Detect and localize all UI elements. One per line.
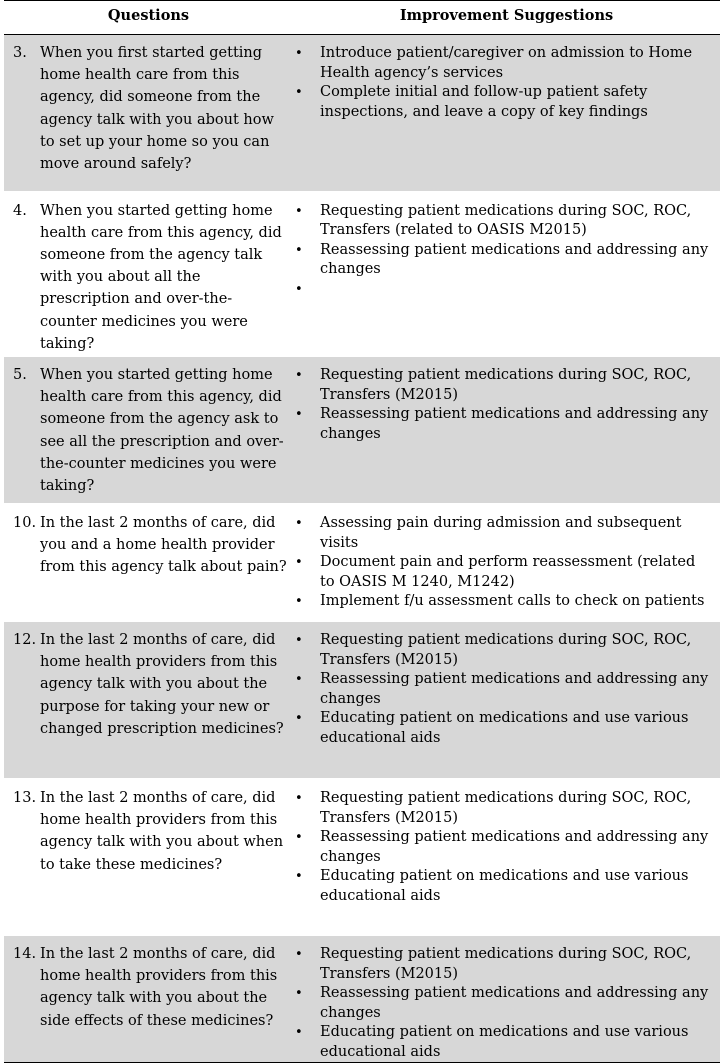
question-cell <box>4 621 293 779</box>
question-number: 12. <box>13 631 37 648</box>
question-number: 10. <box>13 514 37 531</box>
suggestion-cell <box>293 356 720 504</box>
suggestion-item: • Educating patient on medications and use various educational aids <box>293 709 712 748</box>
header-questions <box>4 1 293 35</box>
suggestion-item: • Requesting patient medications during SOC, ROC, Transfers (M2015) <box>293 631 712 670</box>
suggestion-item: • Educating patient on medications and use various educational aids <box>293 1023 712 1062</box>
suggestion-item: • Requesting patient medications during SOC, ROC, Transfers (related to OASIS M2015) <box>293 202 712 241</box>
question-cell <box>4 504 293 621</box>
question-number: 5. <box>13 366 27 383</box>
question-text: When you first started getting home health care from this agency, did someone from the agency talk with you about how to set up your home so you can move around safely? <box>40 45 274 173</box>
table-row <box>4 35 720 192</box>
suggestion-item: • Introduce patient/caregiver on admission to Home Health agency’s services <box>293 44 712 83</box>
question-cell <box>4 192 293 356</box>
suggestion-item: • Document pain and perform reassessment (related to OASIS M 1240, M1242) <box>293 553 712 592</box>
suggestion-item: • Complete initial and follow-up patient safety inspections, and leave a copy of key findings <box>293 83 712 122</box>
header-suggestions <box>293 1 720 35</box>
suggestion-item: • Reassessing patient medications and addressing any changes <box>293 670 712 709</box>
suggestion-item: • Requesting patient medications during SOC, ROC, Transfers (M2015) <box>293 366 712 405</box>
suggestion-cell <box>293 504 720 621</box>
question-number: 14. <box>13 945 37 962</box>
question-number: 13. <box>13 789 37 806</box>
question-number: 4. <box>13 202 27 219</box>
suggestion-cell <box>293 192 720 356</box>
question-text: In the last 2 months of care, did you and a home health provider from this agency talk about pain? <box>40 514 287 576</box>
header-suggestions-label: Improvement Suggestions <box>399 7 614 24</box>
question-number: 3. <box>13 45 27 61</box>
question-text: When you started getting home health care from this agency, did someone from the agency ask to see all the prescription and over-the-counter medicines you were taking? <box>40 366 284 494</box>
table-row <box>4 356 720 504</box>
suggestion-item: • Requesting patient medications during SOC, ROC, Transfers (M2015) <box>293 945 712 984</box>
question-cell <box>4 35 293 192</box>
question-text: In the last 2 months of care, did home health providers from this agency talk with you about when to take these medicines? <box>40 789 284 873</box>
suggestion-cell <box>293 621 720 779</box>
suggestion-item: • Reassessing patient medications and addressing any changes <box>293 241 712 280</box>
table-row <box>4 621 720 779</box>
question-cell <box>4 356 293 504</box>
suggestion-item: • Reassessing patient medications and addressing any changes <box>293 984 712 1023</box>
suggestion-cell <box>293 779 720 935</box>
suggestion-item <box>293 280 712 300</box>
suggestion-item: • Educating patient on medications and use various educational aids <box>293 867 712 906</box>
question-text: In the last 2 months of care, did home health providers from this agency talk with you about the purpose for taking your new or changed prescription medicines? <box>40 631 284 737</box>
suggestion-item: • Assessing pain during admission and subsequent visits <box>293 514 712 553</box>
suggestion-item: • Reassessing patient medications and addressing any changes <box>293 405 712 444</box>
question-cell <box>4 779 293 935</box>
question-text: When you started getting home health care from this agency, did someone from the agency talk with you about all the prescription and over-the-counter medicines you were taking? <box>40 202 282 352</box>
question-text: In the last 2 months of care, did home health providers from this agency talk with you about the side effects of these medicines? <box>40 945 278 1029</box>
question-cell <box>4 935 293 1063</box>
suggestion-cell <box>293 935 720 1063</box>
improvement-table <box>4 0 720 1063</box>
header-questions-label: Questions <box>107 7 190 24</box>
table-row <box>4 192 720 356</box>
suggestion-cell <box>293 35 720 192</box>
table-row <box>4 504 720 621</box>
suggestion-item: • Reassessing patient medications and addressing any changes <box>293 828 712 867</box>
suggestion-item: • Implement f/u assessment calls to check on patients <box>293 592 712 612</box>
table-row <box>4 779 720 935</box>
table-row <box>4 935 720 1063</box>
suggestion-item: • Requesting patient medications during SOC, ROC, Transfers (M2015) <box>293 789 712 828</box>
header-row <box>4 1 720 35</box>
